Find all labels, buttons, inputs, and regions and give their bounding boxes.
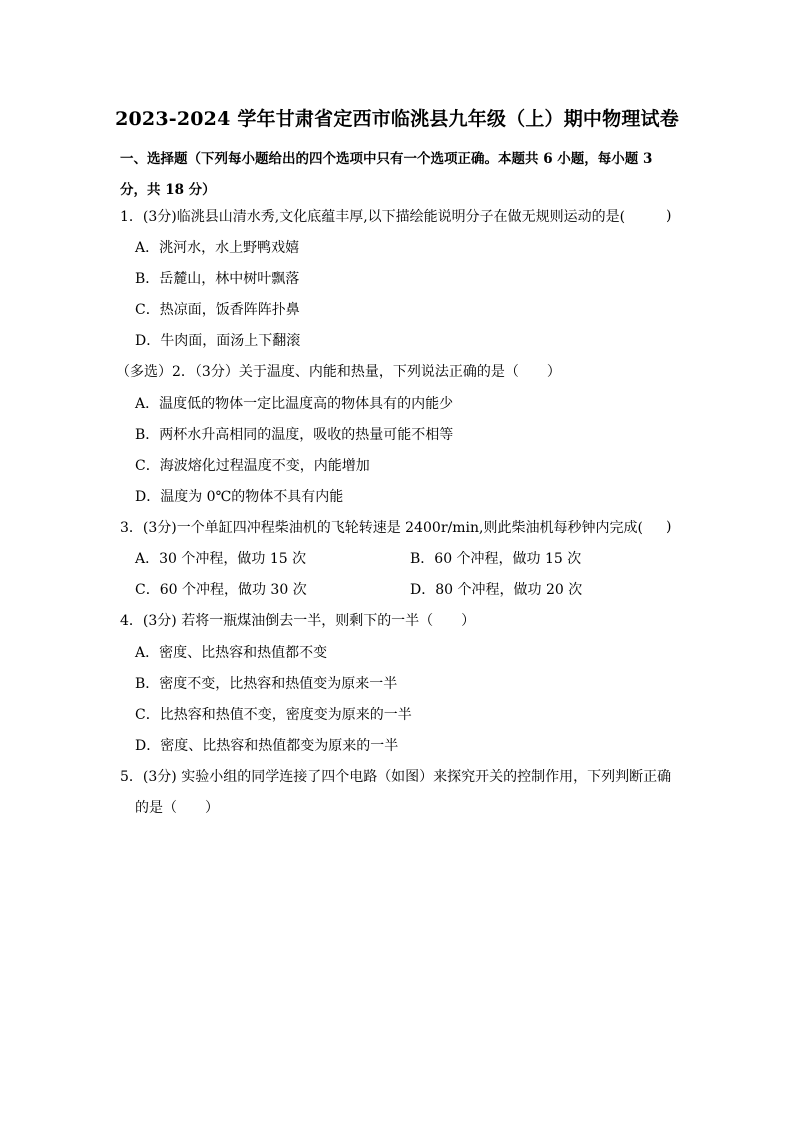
question-4-stem: 4．(3分) 若将一瓶煤油倒去一半，则剩下的一半（ ） — [120, 613, 476, 629]
question-1-paren: ) — [666, 208, 672, 224]
question-3-paren: ) — [666, 519, 672, 535]
page-title: 2023-2024 学年甘肃省定西市临洮县九年级（上）期中物理试卷 — [115, 108, 679, 130]
question-3-stem: 3．(3分)一个单缸四冲程柴油机的飞轮转速是 2400r/min,则此柴油机每秒钟内完成( — [120, 520, 643, 536]
question-4-option-b: B．密度不变，比热容和热值变为原来一半 — [135, 676, 398, 692]
question-2-option-b: B．两杯水升高相同的温度，吸收的热量可能不相等 — [135, 427, 454, 443]
question-3-option-d: D．80 个冲程，做功 20 次 — [410, 582, 583, 598]
question-2-option-d: D．温度为 0℃的物体不具有内能 — [135, 489, 344, 505]
question-4-option-c: C．比热容和热值不变，密度变为原来的一半 — [135, 707, 412, 723]
question-1-option-c: C．热凉面，饭香阵阵扑鼻 — [135, 302, 300, 318]
question-4-option-d: D．密度、比热容和热值都变为原来的一半 — [135, 738, 399, 754]
question-1-option-b: B．岳麓山，林中树叶飘落 — [135, 271, 300, 287]
question-2-option-a: A．温度低的物体一定比温度高的物体具有的内能少 — [135, 396, 454, 412]
question-1-option-d: D．牛肉面，面汤上下翻滚 — [135, 333, 301, 349]
section-heading-line-1: 一、选择题（下列每小题给出的四个选项中只有一个选项正确。本题共 6 小题，每小题 3 — [120, 151, 653, 167]
question-5-stem: 5．(3分) 实验小组的同学连接了四个电路（如图）来探究开关的控制作用，下列判断正确 — [120, 769, 672, 785]
question-4-option-a: A．密度、比热容和热值都不变 — [135, 645, 328, 661]
question-2-option-c: C．海波熔化过程温度不变，内能增加 — [135, 458, 370, 474]
question-3-option-c: C．60 个冲程，做功 30 次 — [135, 582, 307, 598]
section-heading-line-2: 分，共 18 分） — [120, 182, 216, 198]
question-5-stem-continued: 的是（ ） — [135, 800, 219, 816]
question-3-option-a: A．30 个冲程，做功 15 次 — [135, 551, 307, 567]
question-1-option-a: A．洮河水，水上野鸭戏嬉 — [135, 240, 300, 256]
question-3-option-b: B．60 个冲程，做功 15 次 — [410, 551, 582, 567]
question-1-stem: 1．(3分)临洮县山清水秀,文化底蕴丰厚,以下描绘能说明分子在做无规则运动的是( — [120, 209, 626, 225]
question-2-stem: （多选）2．（3分）关于温度、内能和热量，下列说法正确的是（ ） — [116, 364, 561, 380]
